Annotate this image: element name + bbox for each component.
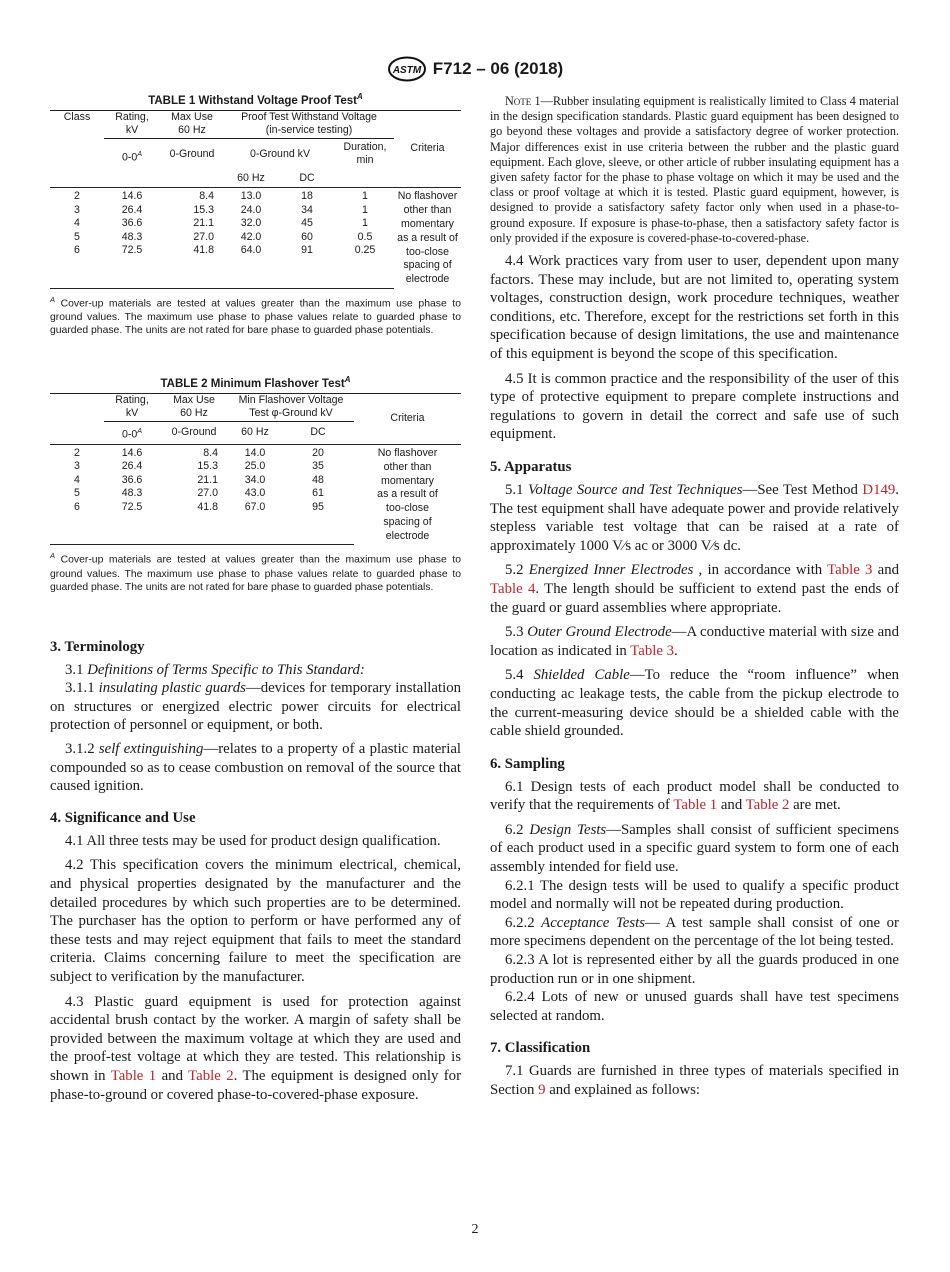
table2-footnote: $^A$ Cover-up materials are tested at values greater than the maximum use phase to ground values. The maximum use phase to phase values relate to guarded phase to guarded phase. The units are not rated for bare phase to guarded phase potentials.: [50, 551, 461, 594]
paragraph-4-5: 4.5 It is common practice and the responsibility of the user of this type of protective equipment to prepare complete instructions and regulations to govern in detail the correct and safe use of such equipment.: [490, 370, 899, 443]
table2-header-00: $0-0^A$: [104, 421, 160, 444]
table2-cell: 48: [312, 473, 324, 486]
paragraph-4-4: 4.4 Work practices vary from user to user, dependent upon many factors. These may include, but are not limited to, operating system voltages, construction design, work procedure techniques, weather conditions, etc. Therefore, except for the restrictions set forth in this specification because of design limitations, the use and maintenance of this equipment is beyond the scope of this specification.: [490, 253, 899, 362]
table1-cell: 32.0: [240, 217, 262, 230]
table1-cell: 27.0: [193, 230, 214, 243]
table1-cell: 15.3: [193, 203, 214, 216]
paragraph-5-3: 5.3 Outer Ground Electrode—A conductive material with size and location as indicated in Table 3.: [490, 624, 899, 659]
section-7-heading: 7. Classification: [490, 1040, 591, 1057]
table1-cell: 2: [50, 188, 104, 204]
d149-link[interactable]: D149: [862, 481, 896, 498]
table1-header-proof: Proof Test Withstand Voltage (in-service testing): [224, 110, 394, 138]
table2-cell: 14.6: [104, 444, 160, 460]
table1-header-dc: DC: [299, 171, 315, 184]
paragraph-5-1: 5.1 Voltage Source and Test Techniques—See Test Method D149. The test equipment shall have adequate power and provide relatively stepless variable test voltage that can be raised at a rate of approximately 1000 V⁄s ac or 3000 V⁄s dc.: [490, 481, 899, 554]
table1-header-criteria: Criteria: [394, 110, 461, 188]
table2-cell: 15.3: [197, 460, 218, 473]
table1-cell: 0.5: [357, 230, 373, 243]
table2-cell: 36.6: [121, 473, 143, 486]
paragraph-6-2-2: 6.2.2 Acceptance Tests— A test sample shall consist of one or more specimens dependent on the percentage of the lot being tested.: [490, 914, 899, 950]
table2-cell: 41.8: [197, 500, 218, 513]
table2-cell: 48.3: [121, 487, 143, 500]
table1-cell: 6: [74, 244, 80, 257]
table1-cell: 1: [336, 188, 394, 204]
table1-link[interactable]: Table 1: [110, 1067, 157, 1084]
table2-header-0ground: 0-Ground: [160, 421, 228, 444]
table2-cell: 26.4: [121, 460, 143, 473]
table1-header-0ground: 0-Ground: [160, 138, 224, 170]
table1-cell: 4: [74, 217, 80, 230]
table2-header-rating: Rating, kV: [104, 393, 160, 421]
table1: [50, 110, 461, 289]
table2-header-minflash: Min Flashover Voltage Test φ-Ground kV: [228, 393, 354, 421]
left-column: [50, 92, 461, 1104]
table1-header-00: $0-0^A$: [104, 138, 160, 170]
table1-header-maxuse: Max Use 60 Hz: [160, 110, 224, 138]
table1-cell: 26.4: [121, 203, 143, 216]
table1-header-60hz: 60 Hz: [237, 171, 265, 184]
table2-cell: 35: [312, 460, 324, 473]
table1-cell: 24.0: [240, 203, 262, 216]
paragraph-3-1: 3.1 Definitions of Terms Specific to This Standard:: [65, 661, 365, 678]
paragraph-3-1-1: 3.1.1 insulating plastic guards—devices for temporary installation on structures or energized electric power circuits for electrical protection of personnel or equipment, or both.: [50, 680, 461, 734]
table2-cell: 21.1: [197, 473, 218, 486]
table2-cell: 3: [74, 460, 80, 473]
paragraph-5-2: 5.2 Energized Inner Electrodes , in accordance with Table 3 and Table 4. The length should be sufficient to extend past the ends of the guard or guard assemblies where appropriate.: [490, 562, 900, 616]
table1-footnote: $^A$ Cover-up materials are tested at values greater than the maximum use phase to ground values. The maximum use phase to phase values relate to guarded phase to guarded phase. The units are not rated for bare phase to guarded phase potentials.: [50, 294, 461, 337]
table1-title: TABLE 1 Withstand Voltage Proof Test$^A$: [148, 92, 363, 107]
table1-cell: 13.0: [224, 188, 278, 204]
table1-header-rating: Rating, kV: [104, 110, 160, 138]
table4-link[interactable]: Table 4: [490, 580, 536, 597]
table2-cell: 43.0: [244, 487, 266, 500]
table1-cell: 8.4: [160, 188, 224, 204]
table2-header-dc: DC: [282, 421, 354, 444]
table2-cell: 67.0: [244, 500, 266, 513]
table2-criteria: No flashover other than momentary as a result of too-close spacing of electrode: [354, 444, 461, 545]
table1-cell: 91: [301, 244, 313, 257]
section-4-heading: 4. Significance and Use: [50, 809, 196, 826]
section9-link[interactable]: 9: [538, 1082, 546, 1098]
svg-text:ASTM: ASTM: [392, 65, 421, 76]
table1-cell: 18: [278, 188, 336, 204]
section-5-heading: 5. Apparatus: [490, 458, 572, 475]
table1-cell: 36.6: [121, 217, 143, 230]
table1-cell: 34: [301, 203, 313, 216]
section-6-heading: 6. Sampling: [490, 755, 565, 772]
table1-cell: 0.25: [354, 244, 376, 257]
right-column: [490, 92, 899, 1100]
table2-cell: 72.5: [121, 500, 143, 513]
table2-cell: 20: [282, 444, 354, 460]
table1-header-0groundkv: 0-Ground kV: [224, 138, 336, 170]
table1-header-duration: Duration, min: [336, 138, 394, 170]
table2-cell: 95: [312, 500, 324, 513]
table1-cell: 3: [74, 203, 80, 216]
table1-cell: 64.0: [240, 244, 262, 257]
section-3-heading: 3. Terminology: [50, 638, 145, 655]
paragraph-4-3: 4.3 Plastic guard equipment is used for protection against accidental brush contact by the worker. A margin of safety shall be provided between the maximum voltage at which they are used and the proof-test voltage at which they are tested. This relationship is shown in Table 1 and Table 2. The equipment is designed only for phase-to-ground or covered phase-to-covered-phase exposure.: [50, 993, 462, 1103]
table2-title: TABLE 2 Minimum Flashover Test$^A$: [160, 375, 351, 390]
astm-logo-icon: [387, 56, 427, 82]
table2-cell: 5: [74, 487, 80, 500]
table2-header-criteria: Criteria: [354, 393, 461, 444]
table2: [50, 393, 461, 546]
paragraph-3-1-2: 3.1.2 self extinguishing—relates to a property of a plastic material compounded so as to cease combustion on removal of the source that caused ignition.: [50, 741, 461, 795]
table1-cell: 42.0: [240, 230, 262, 243]
page-header: [0, 56, 950, 82]
paragraph-7-1: 7.1 Guards are furnished in three types of materials specified in Section 9 and explained as follows:: [490, 1063, 899, 1098]
paragraph-6-2-3: 6.2.3 A lot is represented either by all the guards produced in one production run or in one shipment.: [490, 952, 899, 987]
paragraph-6-2-1: 6.2.1 The design tests will be used to qualify a specific product model and normally will not be repeated during production.: [490, 877, 899, 913]
paragraph-5-4: 5.4 Shielded Cable—To reduce the “room influence” when conducting ac leakage tests, the cable from the pickup electrode to the current-measuring device should be a shielded cable with the cable shield grounded.: [490, 667, 899, 740]
table1-cell: 21.1: [193, 217, 214, 230]
paragraph-4-1: 4.1 All three tests may be used for product design qualification.: [65, 832, 441, 849]
table1-cell: 72.5: [121, 244, 143, 257]
table1-cell: 60: [301, 230, 313, 243]
table1-cell: 48.3: [121, 230, 143, 243]
table1-cell: 41.8: [193, 244, 214, 257]
paragraph-4-2: 4.2 This specification covers the minimum electrical, chemical, and physical properties designated by the manufacturer and the detailed procedures by which such properties are to be determined. The purchaser has the option to perform or have performed any of these tests and may reject equipment that fails to meet the standard criteria. Claims concerning failure to meet the specification are subject to verification by the manufacturer.: [50, 857, 461, 985]
table2-header-maxuse: Max Use 60 Hz: [160, 393, 228, 421]
table2-link[interactable]: Table 2: [745, 797, 790, 814]
table2-cell: 2: [50, 444, 104, 460]
table3-link[interactable]: Table 3: [630, 642, 675, 659]
table2-header-60hz: 60 Hz: [228, 421, 282, 444]
document-designation: F712 – 06 (2018): [432, 59, 564, 78]
table2-cell: 27.0: [197, 487, 218, 500]
table2-link[interactable]: Table 2: [188, 1067, 234, 1084]
table2-cell: 25.0: [244, 460, 266, 473]
table1-cell: 5: [74, 230, 80, 243]
table1-cell: 1: [362, 203, 368, 216]
table1-cell: 45: [301, 217, 313, 230]
table1-criteria: No flashover other than momentary as a result of too-close spacing of electrode: [394, 188, 461, 289]
table2-cell: 61: [312, 487, 324, 500]
table2-cell: 34.0: [244, 473, 266, 486]
paragraph-6-2: 6.2 Design Tests—Samples shall consist of sufficient specimens of each product used in a specific guard system to form one of each assembly intended for field use.: [490, 821, 900, 876]
table1-cell: 14.6: [104, 188, 160, 204]
page-number: 2: [471, 1222, 479, 1237]
paragraph-6-2-4: 6.2.4 Lots of new or unused guards shall have test specimens selected at random.: [490, 989, 899, 1024]
note-1: Note 1—Rubber insulating equipment is realistically limited to Class 4 material in the design specification standards. Plastic guard equipment has been designed to go beyond these voltages and provide a satisfactory degree of worker protection. Major differences exist in use criteria between the rubber and the plastic guard equipment. Each glove, sleeve, or other article of rubber insulating equipment has a given safety factor for the phase to phase voltage on which it may be used and the class or proof voltage at which it is tested. Plastic guard equipment, however, is designed to provide a satisfactory safety factor only when used in a phase-to-ground exposure. If exposure is phase-to-phase, then a satisfactory safety factor is only provided if the exposure is covered-phase-to-covered-phase.: [490, 94, 900, 245]
table2-cell: 8.4: [160, 444, 228, 460]
table2-cell: 6: [74, 500, 80, 513]
table2-cell: 14.0: [228, 444, 282, 460]
table3-link[interactable]: Table 3: [827, 562, 873, 579]
table1-cell: 1: [362, 217, 368, 230]
paragraph-6-1: 6.1 Design tests of each product model shall be conducted to verify that the requirements of Table 1 and Table 2 are met.: [490, 778, 899, 814]
table2-cell: 4: [74, 473, 80, 486]
table1-header-class: Class: [50, 110, 104, 170]
table1-link[interactable]: Table 1: [673, 797, 718, 814]
